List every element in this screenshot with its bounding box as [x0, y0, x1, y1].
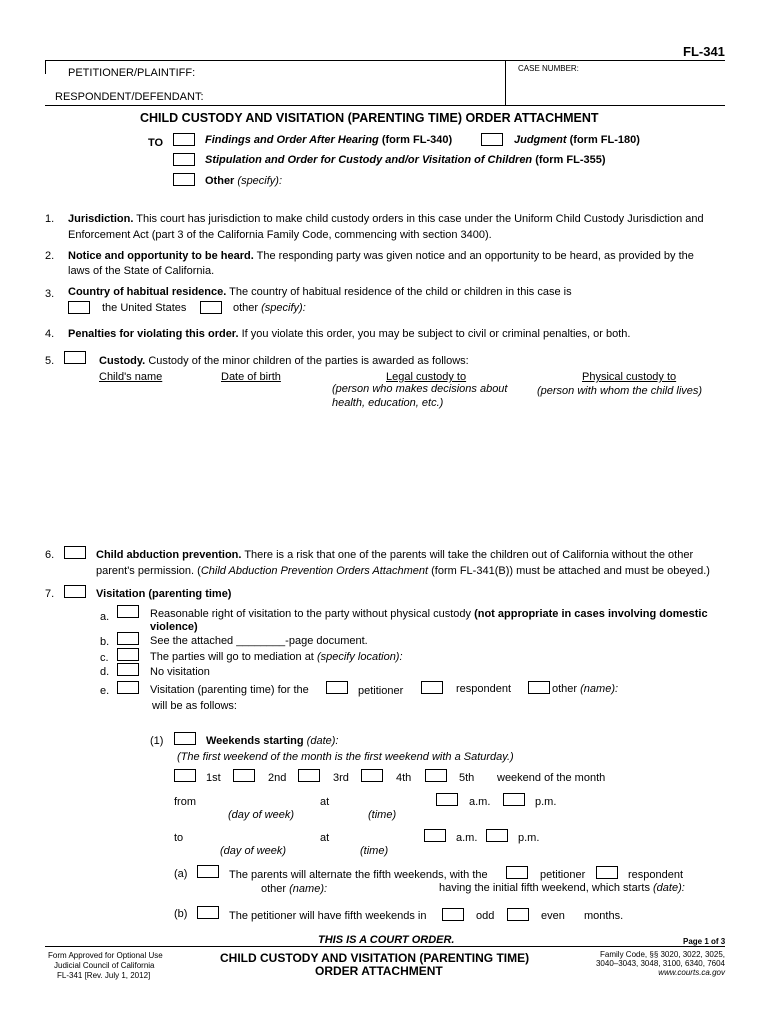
- item-4-number: 4.: [45, 328, 55, 340]
- weekends-note: (The first weekend of the month is the first weekend with a Saturday.): [177, 751, 514, 763]
- to-pm-checkbox[interactable]: [486, 829, 508, 842]
- country-other-label: other (specify):: [233, 302, 306, 314]
- item-2-text-2: laws of the State of California.: [68, 265, 215, 277]
- from-day-of-week: (day of week): [228, 809, 295, 821]
- sub-b-even-checkbox[interactable]: [507, 908, 529, 921]
- judgment-option: Judgment (form FL-180): [514, 134, 640, 146]
- from-am-label: a.m.: [469, 796, 491, 808]
- item-7e-letter: e.: [100, 685, 110, 697]
- item-7e-other-label: other (name):: [552, 683, 619, 695]
- abduction-checkbox[interactable]: [64, 546, 86, 559]
- item-6-text-2: parent's permission. (Child Abduction Prevention Orders Attachment (form FL-341(B)) must be attached and must be obeyed.): [96, 565, 710, 577]
- item-6-number: 6.: [45, 549, 55, 561]
- item-7e-respondent-label: respondent: [456, 683, 512, 695]
- case-number-label: CASE NUMBER:: [518, 64, 579, 73]
- item-7c-text: The parties will go to mediation at (specify location):: [150, 651, 403, 663]
- item-7c-letter: c.: [100, 652, 109, 664]
- page-number: Page 1 of 3: [683, 937, 726, 946]
- col-date-of-birth: Date of birth: [221, 371, 281, 383]
- sub-a-text: The parents will alternate the fifth weekends, with the: [229, 869, 488, 881]
- caption-divider: [505, 60, 506, 106]
- weekend-3rd-label: 3rd: [333, 772, 349, 784]
- stipulation-option: Stipulation and Order for Custody and/or Visitation of Children (form FL-355): [205, 154, 606, 166]
- code-line-2: 3040–3043, 3048, 3100, 6340, 7604: [595, 959, 725, 968]
- from-at-label: at: [320, 796, 330, 808]
- approved-line-1: Form Approved for Optional Use: [48, 951, 163, 960]
- item-7d-checkbox[interactable]: [117, 663, 139, 676]
- item-5-number: 5.: [45, 355, 55, 367]
- weekend-3rd-checkbox[interactable]: [298, 769, 320, 782]
- findings-checkbox[interactable]: [173, 133, 195, 146]
- sub-a-petitioner-checkbox[interactable]: [506, 866, 528, 879]
- sub-b-months-label: months.: [584, 910, 624, 922]
- weekend-4th-checkbox[interactable]: [361, 769, 383, 782]
- item-6-text: Child abduction prevention. There is a risk that one of the parents will take the children out of California without the other: [96, 549, 694, 561]
- item-7e-text: Visitation (parenting time) for the: [150, 684, 309, 696]
- respondent-label: RESPONDENT/DEFENDANT:: [55, 91, 204, 103]
- other-checkbox[interactable]: [173, 173, 195, 186]
- col-legal-sub-1: (person who makes decisions about: [332, 383, 508, 395]
- col-physical-custody: Physical custody to: [582, 371, 677, 383]
- country-us-checkbox[interactable]: [68, 301, 90, 314]
- country-other-checkbox[interactable]: [200, 301, 222, 314]
- to-time: (time): [360, 845, 389, 857]
- sub-b-number: (b): [174, 908, 188, 920]
- to-pm-label: p.m.: [518, 832, 540, 844]
- item-1-text: Jurisdiction. This court has jurisdiction to make child custody orders in this case under the Uniform Child Custody Jurisdiction and: [68, 213, 704, 225]
- weekend-of-month-label: weekend of the month: [497, 772, 606, 784]
- to-day-of-week: (day of week): [220, 845, 287, 857]
- approved-line-3: FL-341 [Rev. July 1, 2012]: [57, 971, 151, 980]
- form-id: FL-341: [683, 44, 725, 59]
- page-title: CHILD CUSTODY AND VISITATION (PARENTING TIME) ORDER ATTACHMENT: [140, 111, 599, 125]
- from-pm-label: p.m.: [535, 796, 557, 808]
- sub-a-checkbox[interactable]: [197, 865, 219, 878]
- footer-title-1: CHILD CUSTODY AND VISITATION (PARENTING TIME): [220, 951, 530, 965]
- item-7b-checkbox[interactable]: [117, 632, 139, 645]
- sub-b-checkbox[interactable]: [197, 906, 219, 919]
- footer-title-2: ORDER ATTACHMENT: [315, 964, 443, 978]
- weekend-2nd-label: 2nd: [268, 772, 287, 784]
- item-7b-text: See the attached ________-page document.: [150, 635, 368, 647]
- petitioner-label: PETITIONER/PLAINTIFF:: [68, 67, 196, 79]
- from-label: from: [174, 796, 196, 808]
- weekends-checkbox[interactable]: [174, 732, 196, 745]
- item-2-text: Notice and opportunity to be heard. The responding party was given notice and an opportunity to be heard, as provided by the: [68, 250, 694, 262]
- item-7b-letter: b.: [100, 636, 110, 648]
- judgment-checkbox[interactable]: [481, 133, 503, 146]
- visitation-checkbox[interactable]: [64, 585, 86, 598]
- weekend-1st-label: 1st: [206, 772, 221, 784]
- item-7a-letter: a.: [100, 611, 110, 623]
- findings-option: Findings and Order After Hearing (form FL-340): [205, 134, 453, 146]
- col-legal-sub-2: health, education, etc.): [332, 397, 444, 409]
- from-am-checkbox[interactable]: [436, 793, 458, 806]
- sub-b-odd-label: odd: [476, 910, 495, 922]
- weekend-1st-checkbox[interactable]: [174, 769, 196, 782]
- item-7a-text: Reasonable right of visitation to the party without physical custody (not appropriate in cases involving domestic: [150, 608, 708, 620]
- sub-b-text: The petitioner will have fifth weekends in: [229, 910, 427, 922]
- item-3-number: 3.: [45, 288, 55, 300]
- to-day-label: to: [174, 832, 184, 844]
- item-7a-text-2: violence): [150, 621, 198, 633]
- item-7e-follows: will be as follows:: [152, 700, 237, 712]
- footer-rule: [45, 946, 725, 947]
- weekend-5th-label: 5th: [459, 772, 475, 784]
- sub-b-even-label: even: [541, 910, 565, 922]
- weekends-number: (1): [150, 735, 164, 747]
- sub-a-petitioner-label: petitioner: [540, 869, 586, 881]
- sub-a-respondent-label: respondent: [628, 869, 684, 881]
- item-7e-respondent-checkbox[interactable]: [421, 681, 443, 694]
- custody-checkbox[interactable]: [64, 351, 86, 364]
- weekend-4th-label: 4th: [396, 772, 412, 784]
- item-7e-petitioner-checkbox[interactable]: [326, 681, 348, 694]
- other-option: Other (specify):: [205, 175, 283, 187]
- weekends-title: Weekends starting (date):: [206, 735, 339, 747]
- sub-a-having: having the initial fifth weekend, which starts (date):: [439, 882, 685, 894]
- caption-left-tick: [45, 60, 46, 74]
- weekend-2nd-checkbox[interactable]: [233, 769, 255, 782]
- item-7d-letter: d.: [100, 666, 110, 678]
- to-label: TO: [148, 137, 164, 149]
- to-am-checkbox[interactable]: [424, 829, 446, 842]
- item-4-text: Penalties for violating this order. If you violate this order, you may be subject to civil or criminal penalties, or both.: [68, 328, 631, 340]
- item-1-number: 1.: [45, 213, 55, 225]
- item-7-title: Visitation (parenting time): [96, 588, 232, 600]
- item-7d-text: No visitation: [150, 666, 210, 678]
- weekend-5th-checkbox[interactable]: [425, 769, 447, 782]
- stipulation-checkbox[interactable]: [173, 153, 195, 166]
- to-am-label: a.m.: [456, 832, 478, 844]
- col-physical-sub: (person with whom the child lives): [537, 385, 703, 397]
- item-7c-checkbox[interactable]: [117, 648, 139, 661]
- court-order-notice: THIS IS A COURT ORDER.: [318, 934, 455, 946]
- item-5-text: Custody. Custody of the minor children of the parties is awarded as follows:: [99, 355, 469, 367]
- from-pm-checkbox[interactable]: [503, 793, 525, 806]
- item-2-number: 2.: [45, 250, 55, 262]
- col-legal-custody: Legal custody to: [386, 371, 467, 383]
- to-at-label: at: [320, 832, 330, 844]
- item-7e-other-checkbox[interactable]: [528, 681, 550, 694]
- sub-b-odd-checkbox[interactable]: [442, 908, 464, 921]
- courts-url[interactable]: www.courts.ca.gov: [658, 968, 725, 977]
- col-childs-name: Child's name: [99, 371, 163, 383]
- item-3-text: Country of habitual residence. The country of habitual residence of the child or children in this case is: [68, 286, 572, 298]
- code-line-1: Family Code, §§ 3020, 3022, 3025,: [600, 950, 725, 959]
- item-7a-checkbox[interactable]: [117, 605, 139, 618]
- item-7e-checkbox[interactable]: [117, 681, 139, 694]
- item-7-number: 7.: [45, 588, 55, 600]
- approved-line-2: Judicial Council of California: [54, 961, 155, 970]
- country-us-label: the United States: [102, 302, 187, 314]
- sub-a-other-label: other (name):: [261, 883, 328, 895]
- item-7e-petitioner-label: petitioner: [358, 685, 404, 697]
- sub-a-respondent-checkbox[interactable]: [596, 866, 618, 879]
- sub-a-number: (a): [174, 868, 188, 880]
- from-time: (time): [368, 809, 397, 821]
- item-1-text-2: Enforcement Act (part 3 of the California Family Code, commencing with section 3400).: [68, 229, 492, 241]
